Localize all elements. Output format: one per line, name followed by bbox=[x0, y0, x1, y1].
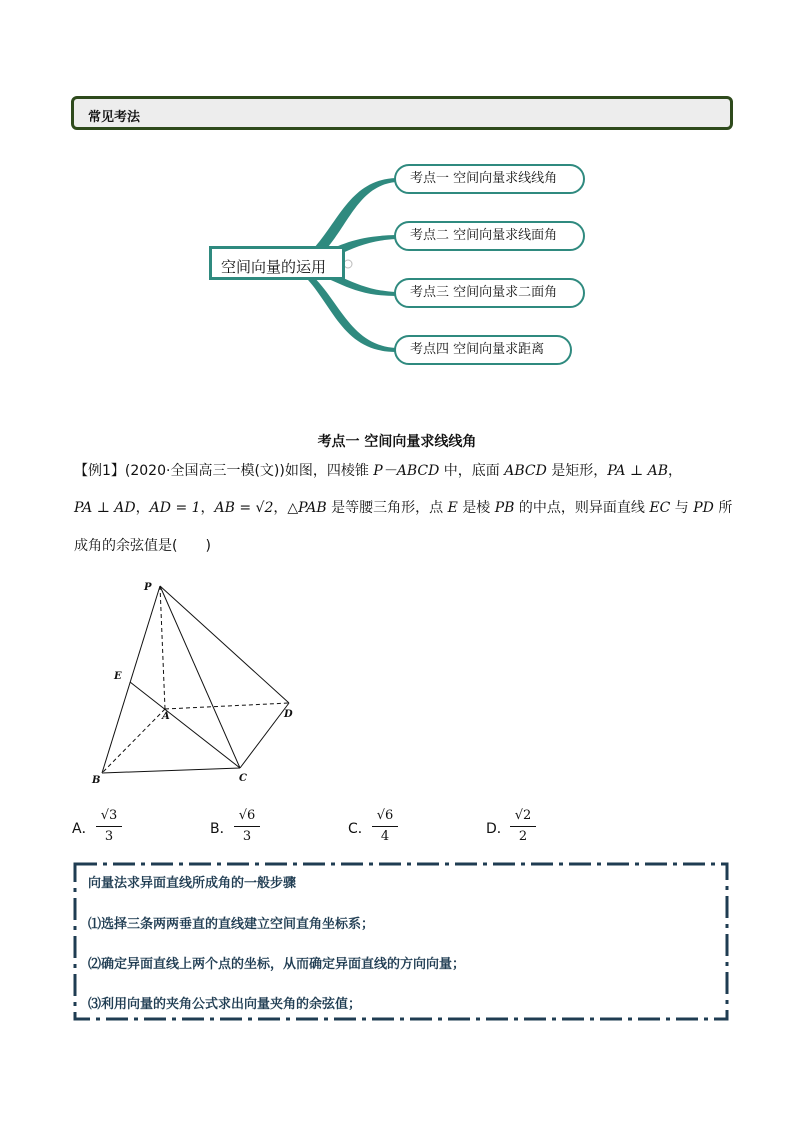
label-E: E bbox=[114, 671, 122, 682]
mindmap-branch-4: 考点四 空间向量求距离 bbox=[394, 335, 572, 365]
edge-CD bbox=[240, 703, 289, 768]
math: PB bbox=[494, 500, 515, 516]
banner-title: 常见考法 bbox=[88, 110, 141, 125]
denominator: 3 bbox=[104, 829, 114, 844]
text: 的中点，则异面直线 bbox=[514, 500, 650, 516]
math: E bbox=[447, 500, 458, 516]
choice-label: B． bbox=[210, 821, 234, 837]
math: EC bbox=[649, 500, 671, 516]
tip-step-1: ⑴选择三条两两垂直的直线建立空间直角坐标系； bbox=[88, 917, 375, 932]
mindmap-root bbox=[209, 246, 345, 280]
choice-fraction bbox=[96, 808, 122, 847]
choice-label: D． bbox=[486, 821, 511, 837]
question-line-3: 成角的余弦值是( ) bbox=[74, 538, 211, 554]
text: ， bbox=[200, 500, 215, 516]
text: ， bbox=[135, 500, 150, 516]
question-line-2 bbox=[74, 498, 732, 518]
choice-fraction bbox=[510, 808, 536, 847]
text: 与 bbox=[670, 500, 694, 516]
edge-AD bbox=[165, 703, 289, 709]
numerator: √2 bbox=[510, 808, 536, 827]
label-C: C bbox=[239, 773, 247, 784]
edge-PB bbox=[102, 586, 160, 773]
edge-PD bbox=[160, 586, 289, 703]
math: AB = √2 bbox=[214, 500, 274, 516]
collapse-dot bbox=[344, 260, 352, 268]
numerator: √6 bbox=[372, 808, 398, 827]
tip-step-2: ⑵确定异面直线上两个点的坐标，从而确定异面直线的方向向量； bbox=[88, 957, 466, 972]
section-title: 考点一 空间向量求线线角 bbox=[317, 434, 477, 450]
edge-PA bbox=[160, 586, 165, 709]
denominator: 4 bbox=[380, 829, 390, 844]
text: 【例1】(2020·全国高三一模(文))如图，四棱锥 bbox=[74, 463, 374, 479]
denominator: 2 bbox=[518, 829, 528, 844]
choice-label: C． bbox=[348, 821, 372, 837]
edge-BC bbox=[102, 768, 240, 773]
numerator: √3 bbox=[96, 808, 122, 827]
math: △PAB bbox=[287, 500, 327, 516]
math: AD = 1 bbox=[149, 500, 201, 516]
math: PD bbox=[693, 500, 714, 516]
mindmap-branch-1: 考点一 空间向量求线线角 bbox=[394, 164, 585, 194]
text: ， bbox=[668, 463, 682, 479]
choice-fraction bbox=[234, 808, 260, 847]
mindmap-branch-3: 考点三 空间向量求二面角 bbox=[394, 278, 585, 308]
mindmap-root-label: 空间向量的运用 bbox=[221, 258, 327, 276]
tip-title: 向量法求异面直线所成角的一般步骤 bbox=[88, 876, 297, 891]
choice-fraction bbox=[372, 808, 398, 847]
math: P－ABCD bbox=[373, 463, 440, 479]
text: 所 bbox=[713, 500, 733, 516]
math: PA ⊥ AD bbox=[74, 500, 136, 516]
mindmap-branch-2: 考点二 空间向量求线面角 bbox=[394, 221, 585, 251]
question-line-1 bbox=[74, 461, 682, 481]
math: PA ⊥ AB bbox=[607, 463, 668, 479]
segment-EC bbox=[130, 682, 240, 768]
math: ABCD bbox=[504, 463, 547, 479]
tip-step-3: ⑶利用向量的夹角公式求出向量夹角的余弦值； bbox=[88, 997, 362, 1012]
denominator: 3 bbox=[242, 829, 252, 844]
label-B: B bbox=[92, 775, 101, 786]
text: 是等腰三角形，点 bbox=[326, 500, 448, 516]
text: ， bbox=[273, 500, 288, 516]
text: 是棱 bbox=[457, 500, 495, 516]
text: 是矩形， bbox=[546, 463, 608, 479]
edge-PC bbox=[160, 586, 240, 768]
label-D: D bbox=[284, 709, 293, 720]
label-P: P bbox=[144, 582, 152, 593]
choice-label: A． bbox=[72, 821, 96, 837]
numerator: √6 bbox=[234, 808, 260, 827]
label-A: A bbox=[162, 711, 170, 722]
text: 中，底面 bbox=[439, 463, 505, 479]
pyramid-figure bbox=[80, 575, 310, 790]
